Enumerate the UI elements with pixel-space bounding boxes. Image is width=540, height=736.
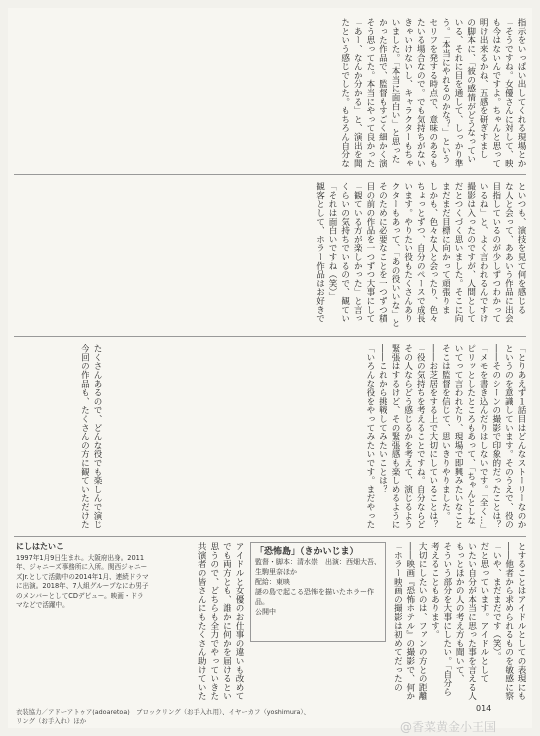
text-column: クターもあって、「あの役いいな」と [390,182,401,328]
text-column: たという感じでした。もちろん自分な [339,18,350,168]
profile-box [16,542,150,692]
text-column: の脚本に、「彼の感情がどうなってい [465,18,476,164]
credit-line: 公開中 [255,608,276,616]
text-column: 緊張はするけど、その緊張感も楽しめるように [390,344,401,529]
text-column: 「メモを書き込んだりはしないです。「全く…」 [478,344,489,529]
text-column: 「役の気持ちを考えることですね。自分ならど [415,344,426,529]
profile-name: にしはたいこ [16,542,64,551]
text-column: 「いろんな役をやってみたいです。まだやった [364,344,375,529]
text-column: 観客として、ホラー作品はお好きで [314,182,325,323]
divider [14,536,526,537]
text-column: 「ホラー映画の撮影は初めてだったの [392,542,403,692]
text-column: いたい自分が本当に思った事を言える人 [466,542,477,701]
text-column: ――そのシーンの撮影で印象的だったことは？ [490,344,501,529]
credit-line: 配給：東映 [255,578,290,586]
text-column: 明け出来るかね、五感を研ぎすまし [478,18,489,159]
text-column: ちょっとずつ、自分のペースで成長 [415,182,426,323]
text-column: も今はないんですよ。ちゃんと思って [490,18,501,168]
text-column: 「いや、まだまだです（笑）。 [491,542,502,661]
magazine-page [8,8,532,734]
text-column: ――映画『恐怖ホテル』の撮影で、何か [404,542,415,701]
text-column: ――他者から求められるものを敏感に察 [503,542,514,701]
text-column: アイドルと女優のお仕事の違いも改めて [234,542,244,701]
text-column: 「観ている方が楽しかった」と言っ [352,182,363,323]
text-column: 今回の作品も、たくさんの方に観ていただけた [79,344,90,529]
text-tier-3-left [14,344,102,530]
text-column: 大切にしたいのは、ファンの方との距離 [417,542,428,701]
text-column: 指示をいっぱい出してくれる現場とか [516,18,526,168]
text-column: ピリッとしたところもあって、「ちゃんとしな [465,344,476,525]
text-column: しかも、色々な人と会ったり、色々 [427,182,438,323]
text-column: まだまだ目標に向かって頑張りま [440,182,451,314]
text-column: といつも、演技を見て何を感じる [516,182,526,314]
text-column: だと思っています。アイドルとして [478,542,489,683]
page-number: 014 [476,704,492,713]
text-column: 「あー、なんか分かる」と、演出を聞 [352,18,363,168]
credit-line: 監督・脚本：清水崇 出演：西畑大吾、生駒里奈ほか [255,558,381,576]
text-column: 「とりあえず１話目はどんなストーリーなのか [516,344,526,529]
text-column: というのを意識しています。そのうえで、役の [503,344,514,529]
text-column: そのために必要なことを一つずつ積 [377,182,388,323]
text-column: たくさんあるので、どんな役でも楽しんで演じ [92,344,102,529]
text-column: そういう部分を大事にしたい。「自分ら [441,542,452,697]
text-tier-4-mid [156,542,244,702]
movie-credit-box [250,542,386,642]
credit-line: 謎の島で起こる恐怖を描いたホラー作品。 [255,588,374,606]
text-column: くらいの気持ちでいるので、観てい [339,182,350,323]
text-column: そこは監督を信じて、思いきりやりました。 [440,344,451,520]
text-column: 目の前の作品を一つずつ大事にして [364,182,375,323]
text-column: たいる場合なので。でも気持ちがない [415,18,426,168]
text-column: 「それは面白いですね（笑）」 [327,182,338,301]
text-column: だとつくづく思いました。そこに向 [453,182,464,323]
watermark: @香菜黄金小王国 [400,720,497,734]
clothing-credit: 衣装協力／アドーアトゥア(adoaretoa) ブロックリング（お手入れ用）、イヤーカフ（yoshimura）、リング（お手入れ）ほか [16,708,310,725]
text-column: その人ならどう感じるかを考えて、演じるよう [402,344,413,529]
text-tier-3 [108,344,526,530]
text-column: きゃいけないし、キャラクターもちゃ [402,18,413,168]
divider [14,336,526,337]
text-column: 思うので、どちらも全力でやっていきた [208,542,219,701]
text-column: います。やりたい役もたくさんあり [402,182,413,323]
text-column: そう思ってた。本当にやって良かった [364,18,375,168]
text-column: ――お芝居をする上で大切にしていることは？ [427,344,438,529]
text-column: セリフを発する時点で、意味のあるも [427,18,438,168]
text-column: ――これから挑戦してみたいことは？ [377,344,388,494]
text-column: 考えることもあります。 [429,542,440,639]
text-column: いるね」と、よく言われるんですけ [478,182,489,323]
text-tier-2 [14,182,526,330]
text-column: かった作品で、監督もすごく細かく演 [377,18,388,168]
text-tier-4 [392,542,526,702]
text-column: もっとほかの人の考え方も聞いて、 [454,542,465,683]
text-column: 「そうですね。女優さんに対して、映 [503,18,514,168]
text-column: 撮影は入ったのですが、人間として [465,182,476,323]
text-column: 共演者の皆さんにもたくさん助けていた [196,542,207,701]
text-column: 目指しているのが少しずつわかって [490,182,501,323]
text-tier-1 [14,18,526,168]
text-column: う。「本当にやれるのかな？」という [440,18,451,164]
text-column: とすることはアイドルとしての表現にも [516,542,526,701]
divider [14,174,526,175]
profile-text: 1997年1月9日生まれ。大阪府出身。2011年、ジャニーズ事務所に入所。関西ジャニーズJr.として活動中の2014年1月、連続ドラマに出演。2018年、7人組グループなにわ男子のメンバーとしてCDデビュー。映画・ドラマなどで活躍中。 [16,553,149,609]
text-column: な人と会って、ああいう作品に出会 [503,182,514,323]
text-column: いました。「本当に面白い」と思った [390,18,401,164]
text-column: いてって言われたり、現場で即興みたいなこと [453,344,464,529]
text-column: いる、それに目を通して、しっかり準 [453,18,464,168]
movie-title: 「恐怖島」（きかいじま） [255,547,359,557]
text-column: でも両方とも、誰かに何かを届けるとい [221,542,232,701]
